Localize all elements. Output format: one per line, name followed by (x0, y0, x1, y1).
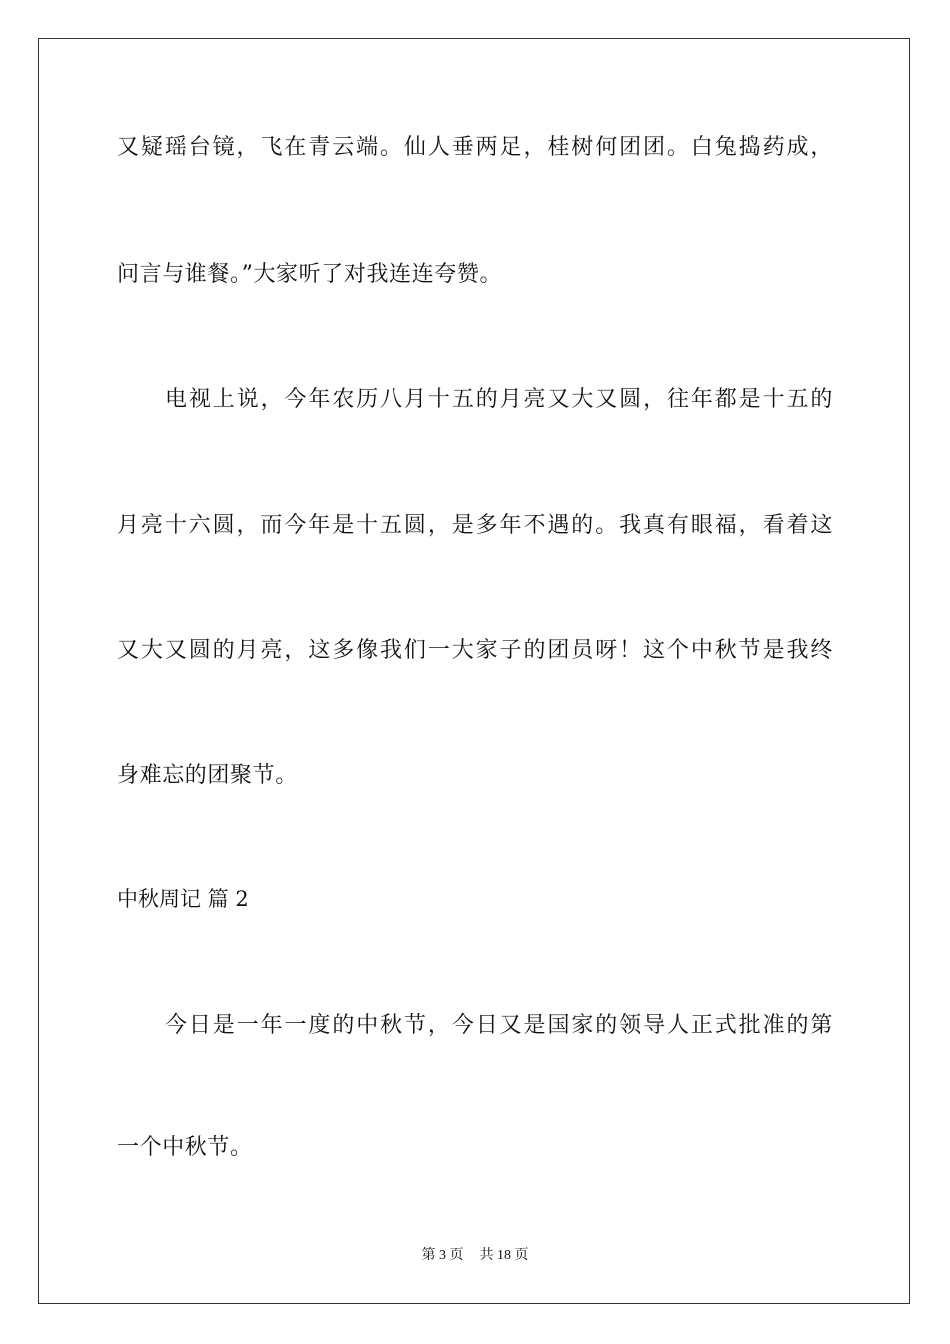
section-heading: 中秋周记 篇 2 (117, 887, 249, 911)
section-paragraph-line-2: 一个中秋节。 (117, 1135, 253, 1160)
page-frame (38, 38, 910, 1304)
paragraph-2-line-1: 电视上说，今年农历八月十五的月亮又大又圆，往年都是十五的 (165, 387, 833, 412)
page-number: 第 3 页 (421, 1248, 464, 1263)
paragraph-2-line-4: 身难忘的团聚节。 (117, 763, 298, 788)
section-paragraph-line-1: 今日是一年一度的中秋节，今日又是国家的领导人正式批准的第 (165, 1013, 833, 1038)
page-total: 共 18 页 (479, 1248, 529, 1263)
paragraph-2-line-3: 又大又圆的月亮，这多像我们一大家子的团员呀！这个中秋节是我终 (117, 638, 833, 663)
page-footer (0, 1246, 950, 1266)
paragraph-1-line-2: 问言与谁餐。”大家听了对我连连夸赞。 (117, 262, 503, 287)
paragraph-1-line-1: 又疑瑶台镜，飞在青云端。仙人垂两足，桂树何团团。白兔捣药成， (117, 135, 833, 160)
paragraph-2-line-2: 月亮十六圆，而今年是十五圆，是多年不遇的。我真有眼福，看着这 (117, 513, 833, 538)
